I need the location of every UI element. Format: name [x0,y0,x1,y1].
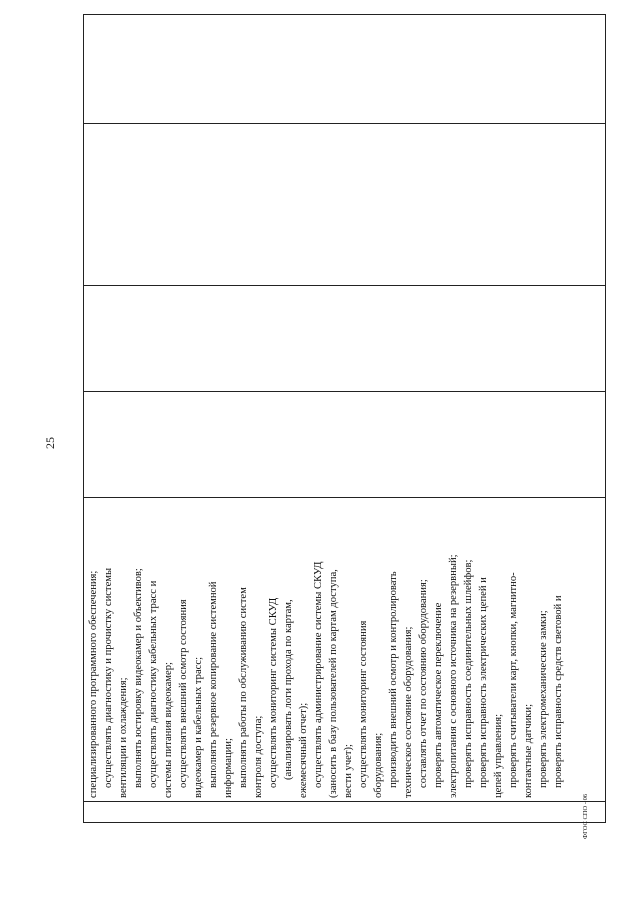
table-line: проверять считыватели карт, кнопки, магнитно- [508,572,519,788]
table-line: контроля доступа; [253,715,264,798]
table-column-empty [84,123,605,285]
table-line: осуществлять внешний осмотр состояния [178,599,189,788]
page-number: 25 [43,437,57,449]
table-line: проверять исправность соединительных шлейфов; [463,559,474,788]
table-line: осуществлять мониторинг состояния [358,620,369,788]
table-line: производить внешний осмотр и контролировать [388,571,399,788]
table-line: проверять электромеханические замки; [538,610,549,788]
table-line: контактные датчики; [523,703,534,798]
table-column-skills [84,497,605,801]
table-line: осуществлять диагностику и прочистку системы [103,567,114,788]
table-column-empty [84,285,605,391]
table-line: электропитания с основного источника на резервный; [448,554,459,798]
table-line: (анализировать логи прохода по картам, [283,599,294,780]
table-line: специализированного программного обеспечения; [88,570,99,798]
table-line: техническое состояние оборудования; [403,626,414,798]
table-line: видеокамер и кабельных трасс; [193,656,204,798]
table-line: составлять отчет по состоянию оборудования; [418,579,429,788]
footer-code: ФГОС СПО - 06 [582,793,589,839]
table-line: проверять исправность электрических цепей и [478,577,489,788]
table-line: цепей управления; [493,713,504,798]
table-line: оборудования; [373,732,384,798]
table-column-empty [84,391,605,497]
table-line: информации; [223,738,234,798]
table-line: выполнять работы по обслуживанию систем [238,587,249,788]
table-line: ежемесячный отчет); [298,702,309,798]
table-line: выполнять юстировку видеокамер и объективов; [133,568,144,788]
table-column-code [84,801,605,822]
table-line: осуществлять администрирование системы СКУД [313,561,324,788]
table-line: вентиляции и охлаждения; [118,677,129,798]
table-line: (заносить в базу пользователей по картам доступа, [328,569,339,798]
table-line: вести учет); [343,744,354,798]
table-line: осуществлять мониторинг системы СКУД [268,597,279,788]
table-line: выполнять резервное копирование системной [208,581,219,788]
table-line: осуществлять диагностику кабельных трасс и [148,580,159,788]
table-line: системы питания видеокамер; [163,662,174,798]
table-line: проверять исправность средств световой и [553,595,564,788]
table-column-empty [84,15,605,123]
competency-table [83,14,606,823]
table-line: проверять автоматическое переключение [433,602,444,788]
